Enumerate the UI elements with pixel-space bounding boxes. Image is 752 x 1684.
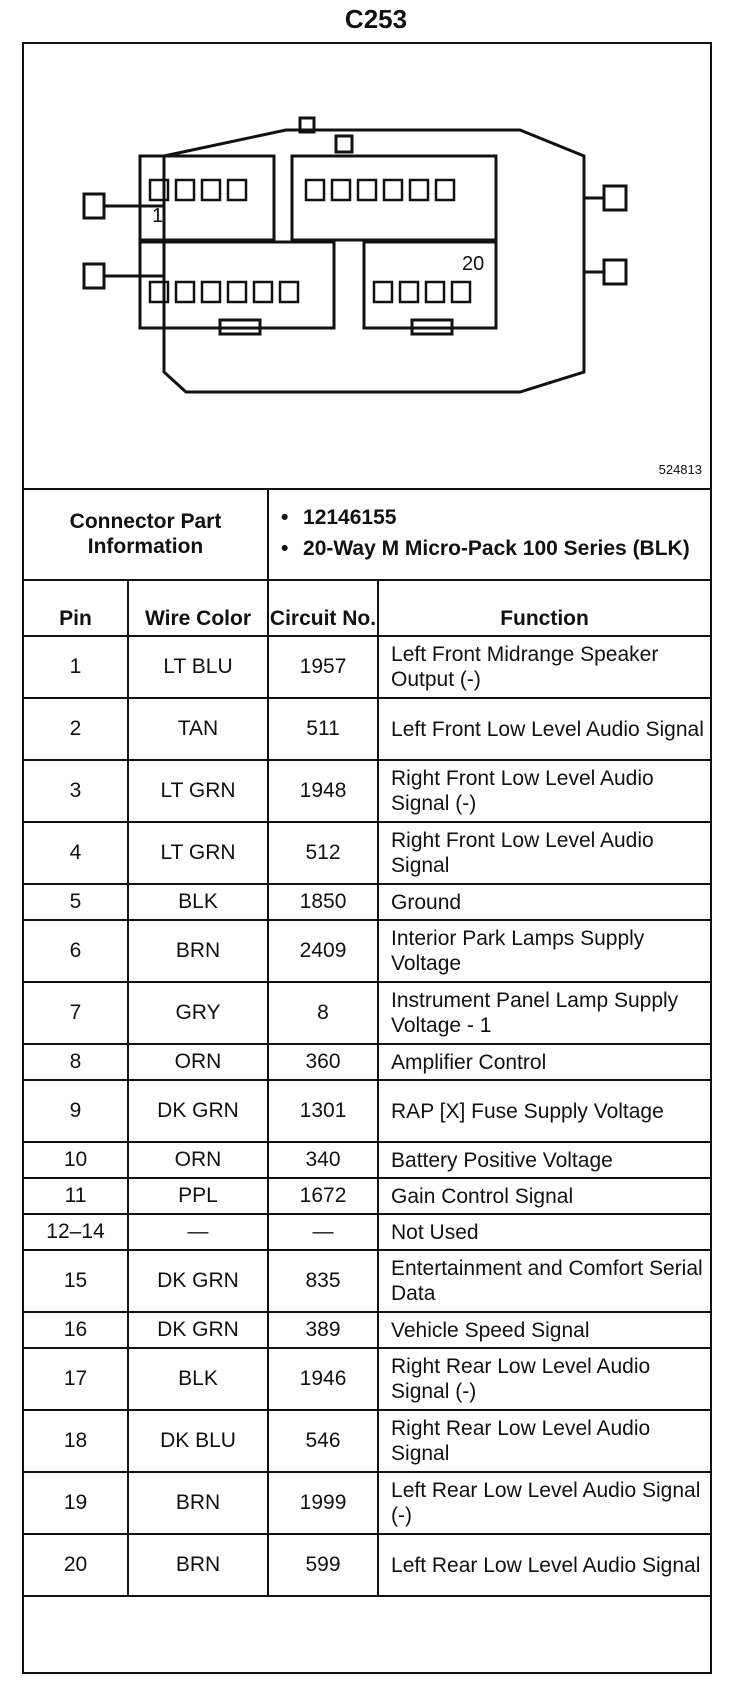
table-row [24,920,710,982]
header-circuit: Circuit No. [268,580,378,636]
pin-cell: 15 [24,1250,128,1312]
part-info-list [268,488,710,580]
connector-face-diagram [24,44,710,490]
function-cell: Right Front Low Level Audio Signal [378,822,710,884]
table-row [24,1348,710,1410]
wire-color-cell: BRN [128,920,268,982]
header-wire-color: Wire Color [128,580,268,636]
circuit-cell: 835 [268,1250,378,1312]
function-cell: Left Front Low Level Audio Signal [378,698,710,760]
pin-cell: 17 [24,1348,128,1410]
circuit-cell: 1957 [268,636,378,698]
circuit-cell: 389 [268,1312,378,1348]
table-row [24,822,710,884]
wire-color-cell: BLK [128,1348,268,1410]
part-info-row [24,488,710,580]
pin-cell: 2 [24,698,128,760]
function-cell: Vehicle Speed Signal [378,1312,710,1348]
header-function: Function [378,580,710,636]
table-row [24,1534,710,1596]
circuit-cell: — [268,1214,378,1250]
circuit-cell: 511 [268,698,378,760]
figure-number: 524813 [658,462,702,477]
pin-cell: 3 [24,760,128,822]
wire-color-cell: ORN [128,1044,268,1080]
wire-color-cell: DK BLU [128,1410,268,1472]
part-number: • 12146155 [303,505,702,530]
table-row [24,1472,710,1534]
connector-sheet [22,42,712,1674]
wire-color-cell: BLK [128,884,268,920]
pin-cell: 18 [24,1410,128,1472]
circuit-cell: 1672 [268,1178,378,1214]
pin-cell: 20 [24,1534,128,1596]
pin-cell: 11 [24,1178,128,1214]
circuit-cell: 599 [268,1534,378,1596]
function-cell: Battery Positive Voltage [378,1142,710,1178]
table-row [24,1178,710,1214]
circuit-cell: 512 [268,822,378,884]
connector-face-drawing [24,44,710,488]
function-cell: Instrument Panel Lamp Supply Voltage - 1 [378,982,710,1044]
wire-color-cell: BRN [128,1472,268,1534]
wire-color-cell: LT GRN [128,760,268,822]
function-cell: Right Rear Low Level Audio Signal (-) [378,1348,710,1410]
function-cell: Right Rear Low Level Audio Signal [378,1410,710,1472]
table-row [24,698,710,760]
pin-cell: 5 [24,884,128,920]
wire-color-cell: — [128,1214,268,1250]
wire-color-cell: DK GRN [128,1250,268,1312]
wire-color-cell: LT BLU [128,636,268,698]
wire-color-cell: PPL [128,1178,268,1214]
pin-cell: 10 [24,1142,128,1178]
table-row [24,1312,710,1348]
wire-color-cell: BRN [128,1534,268,1596]
table-row [24,1214,710,1250]
pin-1-label: 1 [152,205,164,227]
function-cell: Entertainment and Comfort Serial Data [378,1250,710,1312]
pinout-table [24,488,710,1597]
circuit-cell: 340 [268,1142,378,1178]
circuit-cell: 1948 [268,760,378,822]
table-row [24,636,710,698]
pin-rows [24,636,710,1596]
connector-description: • 20-Way M Micro-Pack 100 Series (BLK) [303,536,702,561]
pin-cell: 9 [24,1080,128,1142]
table-row [24,1044,710,1080]
wire-color-cell: DK GRN [128,1312,268,1348]
circuit-cell: 1999 [268,1472,378,1534]
circuit-cell: 8 [268,982,378,1044]
pin-cell: 16 [24,1312,128,1348]
connector-title: C253 [344,4,408,34]
table-header-row [24,580,710,636]
table-row [24,1410,710,1472]
function-cell: Gain Control Signal [378,1178,710,1214]
pin-cell: 8 [24,1044,128,1080]
pin-cell: 1 [24,636,128,698]
wire-color-cell: GRY [128,982,268,1044]
function-cell: Left Rear Low Level Audio Signal (-) [378,1472,710,1534]
function-cell: Interior Park Lamps Supply Voltage [378,920,710,982]
part-info-label: Connector Part Information [24,488,268,580]
function-cell: Ground [378,884,710,920]
circuit-cell: 1946 [268,1348,378,1410]
function-cell: Not Used [378,1214,710,1250]
function-cell: Amplifier Control [378,1044,710,1080]
wire-color-cell: LT GRN [128,822,268,884]
circuit-cell: 546 [268,1410,378,1472]
function-cell: Left Rear Low Level Audio Signal [378,1534,710,1596]
pin-cell: 19 [24,1472,128,1534]
pin-cell: 6 [24,920,128,982]
table-row [24,982,710,1044]
header-pin: Pin [24,580,128,636]
function-cell: Right Front Low Level Audio Signal (-) [378,760,710,822]
table-row [24,1250,710,1312]
circuit-cell: 360 [268,1044,378,1080]
pin-cell: 12–14 [24,1214,128,1250]
pin-cell: 4 [24,822,128,884]
function-cell: Left Front Midrange Speaker Output (-) [378,636,710,698]
circuit-cell: 1850 [268,884,378,920]
table-row [24,1080,710,1142]
table-row [24,1142,710,1178]
wire-color-cell: TAN [128,698,268,760]
table-row [24,760,710,822]
table-row [24,884,710,920]
circuit-cell: 2409 [268,920,378,982]
pin-cell: 7 [24,982,128,1044]
circuit-cell: 1301 [268,1080,378,1142]
pin-20-label: 20 [462,253,485,275]
wire-color-cell: ORN [128,1142,268,1178]
function-cell: RAP [X] Fuse Supply Voltage [378,1080,710,1142]
wire-color-cell: DK GRN [128,1080,268,1142]
